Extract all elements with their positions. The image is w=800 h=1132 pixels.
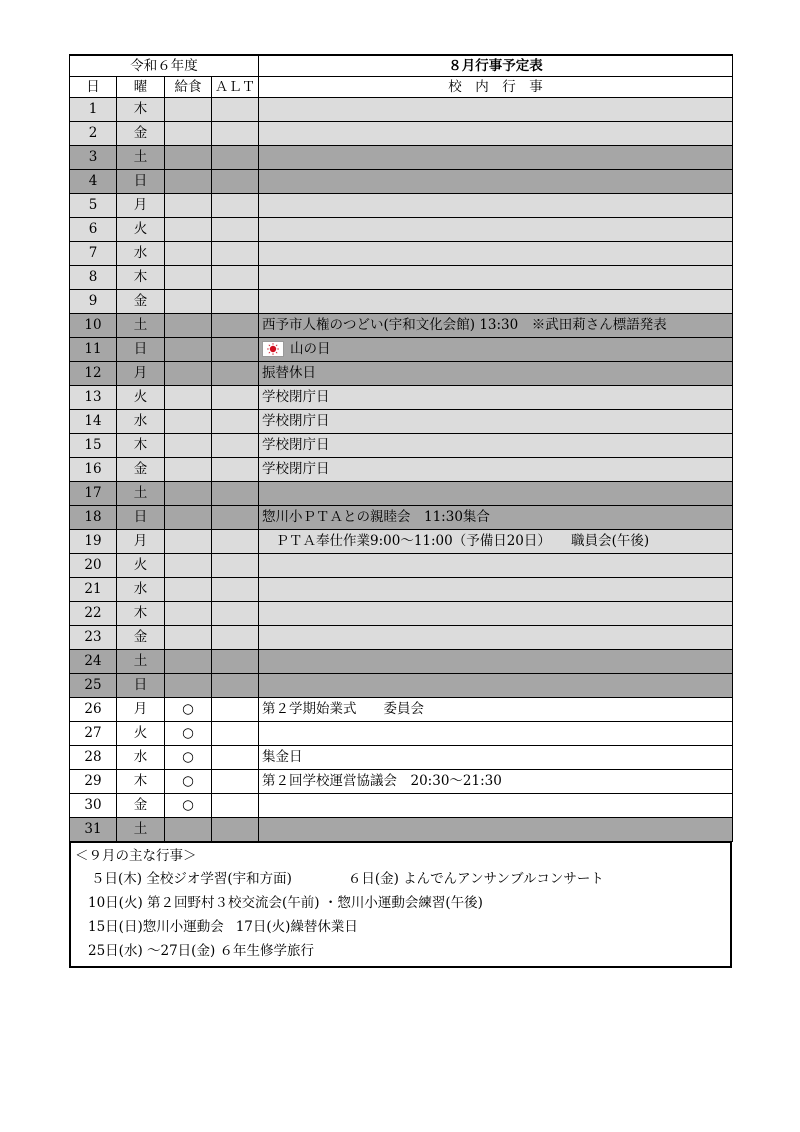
lunch-cell [165, 410, 212, 434]
lunch-cell [165, 458, 212, 482]
lunch-cell [165, 98, 212, 122]
weekday-cell [117, 794, 165, 818]
table-row [70, 530, 733, 554]
weekday-cell-text: 土 [133, 653, 148, 669]
event-cell-text: 西予市人権のつどい(宇和文化会館) 13:30 ※武田莉さん標語発表 [262, 317, 667, 333]
day-cell-text: 7 [88, 245, 98, 261]
event-cell [259, 362, 733, 386]
weekday-cell [117, 362, 165, 386]
weekday-cell [117, 602, 165, 626]
day-cell [70, 530, 117, 554]
table-row [70, 746, 733, 770]
day-cell-text: 16 [84, 461, 102, 477]
weekday-cell [117, 170, 165, 194]
day-cell-text: 1 [88, 101, 98, 117]
table-row [70, 122, 733, 146]
day-cell-text: 8 [88, 269, 98, 285]
day-cell-text: 3 [88, 149, 98, 165]
alt-cell [212, 386, 259, 410]
september-line-3 [71, 915, 730, 939]
day-cell [70, 794, 117, 818]
lunch-cell [165, 746, 212, 770]
september-item: ５日(木) 全校ジオ学習(宇和方面) [91, 871, 292, 887]
event-cell-text: 第２回学校運営協議会 20:30～21:30 [262, 773, 502, 789]
table-row [70, 554, 733, 578]
alt-cell [212, 290, 259, 314]
weekday-cell-text: 土 [133, 317, 148, 333]
lunch-cell [165, 674, 212, 698]
table-row [70, 266, 733, 290]
alt-cell [212, 530, 259, 554]
weekday-cell [117, 194, 165, 218]
table-row [70, 242, 733, 266]
weekday-cell-text: 火 [133, 725, 148, 741]
event-cell [259, 746, 733, 770]
day-cell [70, 410, 117, 434]
alt-cell [212, 146, 259, 170]
lunch-cell [165, 170, 212, 194]
alt-cell [212, 650, 259, 674]
day-cell-text: 10 [84, 317, 102, 333]
day-cell [70, 458, 117, 482]
day-cell [70, 170, 117, 194]
event-cell [259, 122, 733, 146]
day-cell-text: 5 [88, 197, 98, 213]
weekday-cell [117, 554, 165, 578]
lunch-cell [165, 770, 212, 794]
day-cell [70, 242, 117, 266]
alt-cell [212, 194, 259, 218]
lunch-cell [165, 650, 212, 674]
event-cell-text: 学校閉庁日 [262, 413, 330, 429]
day-cell-text: 6 [88, 221, 98, 237]
weekday-cell [117, 674, 165, 698]
weekday-cell [117, 458, 165, 482]
alt-cell [212, 506, 259, 530]
weekday-cell [117, 434, 165, 458]
table-row [70, 698, 733, 722]
lunch-cell-text: ○ [182, 725, 194, 741]
september-line-4: 25日(水) ～27日(金) ６年生修学旅行 [88, 943, 315, 959]
lunch-cell-text: ○ [182, 749, 194, 765]
weekday-cell [117, 722, 165, 746]
event-cell-text: 惣川小ＰＴＡとの親睦会 11:30集合 [262, 509, 490, 525]
lunch-cell [165, 218, 212, 242]
weekday-cell [117, 338, 165, 362]
event-cell [259, 722, 733, 746]
event-cell [259, 530, 733, 554]
weekday-cell [117, 746, 165, 770]
day-cell [70, 674, 117, 698]
table-row [70, 674, 733, 698]
lunch-cell [165, 506, 212, 530]
table-row [70, 338, 733, 362]
table-row [70, 722, 733, 746]
weekday-cell [117, 410, 165, 434]
alt-cell [212, 122, 259, 146]
weekday-cell [117, 314, 165, 338]
weekday-cell-text: 水 [133, 413, 148, 429]
day-cell [70, 386, 117, 410]
table-row [70, 362, 733, 386]
weekday-cell-text: 火 [133, 389, 148, 405]
weekday-cell-text: 土 [133, 821, 148, 837]
lunch-cell [165, 554, 212, 578]
day-cell [70, 314, 117, 338]
alt-cell [212, 602, 259, 626]
day-cell-text: 15 [84, 437, 102, 453]
september-item: 17日(火)繰替休業日 [235, 919, 358, 935]
table-row [70, 506, 733, 530]
weekday-cell-text: 日 [133, 677, 148, 693]
event-cell [259, 794, 733, 818]
event-cell-text: 山の日 [290, 341, 331, 357]
weekday-cell [117, 530, 165, 554]
day-cell [70, 266, 117, 290]
lunch-cell [165, 602, 212, 626]
event-cell [259, 338, 733, 362]
day-cell-text: 26 [84, 701, 102, 717]
lunch-cell-text: ○ [182, 797, 194, 813]
event-cell [259, 818, 733, 842]
day-cell-text: 31 [84, 821, 102, 837]
lunch-cell [165, 362, 212, 386]
lunch-cell-text: ○ [182, 773, 194, 789]
event-cell [259, 170, 733, 194]
day-cell-text: 20 [84, 557, 102, 573]
event-cell [259, 602, 733, 626]
weekday-cell [117, 386, 165, 410]
col-lunch-header: 給食 [165, 77, 212, 98]
col-events-header: 校 内 行 事 [259, 77, 733, 98]
event-cell-text: 学校閉庁日 [262, 461, 330, 477]
table-row [70, 170, 733, 194]
lunch-cell [165, 722, 212, 746]
day-cell-text: 9 [88, 293, 98, 309]
event-cell-text: 振替休日 [262, 365, 316, 381]
event-cell-text: ＰＴＡ奉仕作業9:00～11:00（予備日20日） 職員会(午後) [262, 533, 650, 549]
lunch-cell [165, 578, 212, 602]
weekday-cell-text: 月 [133, 365, 148, 381]
alt-cell [212, 554, 259, 578]
alt-cell [212, 458, 259, 482]
alt-cell [212, 410, 259, 434]
table-row [70, 770, 733, 794]
day-cell [70, 290, 117, 314]
event-cell [259, 698, 733, 722]
event-cell [259, 554, 733, 578]
lunch-cell [165, 314, 212, 338]
event-cell-text: 集金日 [262, 749, 303, 765]
table-row [70, 98, 733, 122]
september-item: 15日(日)惣川小運動会 [88, 919, 224, 935]
day-cell [70, 602, 117, 626]
day-cell-text: 4 [88, 173, 98, 189]
event-cell [259, 482, 733, 506]
alt-cell [212, 266, 259, 290]
lunch-cell [165, 698, 212, 722]
day-cell [70, 194, 117, 218]
lunch-cell [165, 146, 212, 170]
september-heading: ＜９月の主な行事＞ [75, 848, 197, 864]
weekday-cell [117, 242, 165, 266]
day-cell-text: 28 [84, 749, 102, 765]
weekday-cell-text: 金 [133, 797, 148, 813]
alt-cell [212, 770, 259, 794]
weekday-cell [117, 266, 165, 290]
weekday-cell-text: 火 [133, 557, 148, 573]
lunch-cell [165, 818, 212, 842]
lunch-cell [165, 338, 212, 362]
day-cell [70, 98, 117, 122]
august-schedule-table [69, 54, 733, 842]
weekday-cell-text: 金 [133, 461, 148, 477]
day-cell-text: 19 [84, 533, 102, 549]
event-cell [259, 194, 733, 218]
weekday-cell [117, 146, 165, 170]
table-row [70, 482, 733, 506]
weekday-cell-text: 金 [133, 629, 148, 645]
day-cell [70, 698, 117, 722]
alt-cell [212, 722, 259, 746]
weekday-cell-text: 月 [133, 701, 148, 717]
lunch-cell [165, 194, 212, 218]
september-line-2: 10日(火) 第２回野村３校交流会(午前) ・惣川小運動会練習(午後) [88, 895, 483, 911]
weekday-cell-text: 木 [133, 437, 148, 453]
alt-cell [212, 578, 259, 602]
day-cell [70, 506, 117, 530]
table-row [70, 290, 733, 314]
weekday-cell-text: 水 [133, 245, 148, 261]
table-row [70, 818, 733, 842]
weekday-cell-text: 日 [133, 173, 148, 189]
alt-cell [212, 674, 259, 698]
event-cell-text: 学校閉庁日 [262, 437, 330, 453]
day-cell [70, 722, 117, 746]
table-title: ８月行事予定表 [259, 55, 733, 77]
day-cell [70, 434, 117, 458]
day-cell [70, 218, 117, 242]
event-cell [259, 578, 733, 602]
weekday-cell-text: 月 [133, 533, 148, 549]
weekday-cell-text: 木 [133, 269, 148, 285]
day-cell-text: 13 [84, 389, 102, 405]
weekday-cell-text: 日 [133, 341, 148, 357]
table-row [70, 794, 733, 818]
table-row [70, 194, 733, 218]
lunch-cell [165, 386, 212, 410]
event-cell [259, 242, 733, 266]
weekday-cell [117, 218, 165, 242]
weekday-cell [117, 818, 165, 842]
day-cell-text: 23 [84, 629, 102, 645]
title-row [70, 55, 733, 77]
header-row [70, 77, 733, 98]
september-item: ６日(金) よんでんアンサンブルコンサート [347, 871, 604, 887]
table-row [70, 314, 733, 338]
weekday-cell [117, 482, 165, 506]
weekday-cell-text: 金 [133, 293, 148, 309]
weekday-cell-text: 日 [133, 509, 148, 525]
alt-cell [212, 170, 259, 194]
fiscal-year: 令和６年度 [70, 55, 259, 77]
alt-cell [212, 746, 259, 770]
col-weekday-header: 曜 [117, 77, 165, 98]
alt-cell [212, 314, 259, 338]
day-cell-text: 18 [84, 509, 102, 525]
weekday-cell [117, 98, 165, 122]
day-cell-text: 12 [84, 365, 102, 381]
alt-cell [212, 338, 259, 362]
day-cell [70, 746, 117, 770]
alt-cell [212, 434, 259, 458]
table-row [70, 434, 733, 458]
day-cell [70, 818, 117, 842]
day-cell-text: 24 [84, 653, 102, 669]
alt-cell [212, 218, 259, 242]
day-cell [70, 554, 117, 578]
weekday-cell [117, 122, 165, 146]
table-row [70, 578, 733, 602]
weekday-cell-text: 金 [133, 125, 148, 141]
event-cell [259, 98, 733, 122]
weekday-cell-text: 火 [133, 221, 148, 237]
weekday-cell [117, 506, 165, 530]
weekday-cell [117, 698, 165, 722]
day-cell-text: 22 [84, 605, 102, 621]
event-cell [259, 458, 733, 482]
event-cell [259, 770, 733, 794]
day-cell-text: 11 [84, 341, 102, 357]
lunch-cell [165, 266, 212, 290]
alt-cell [212, 98, 259, 122]
lunch-cell [165, 242, 212, 266]
day-cell [70, 482, 117, 506]
event-cell [259, 146, 733, 170]
day-cell-text: 25 [84, 677, 102, 693]
lunch-cell-text: ○ [182, 701, 194, 717]
weekday-cell-text: 木 [133, 101, 148, 117]
september-events [69, 842, 732, 968]
alt-cell [212, 794, 259, 818]
lunch-cell [165, 434, 212, 458]
day-cell [70, 578, 117, 602]
alt-cell [212, 362, 259, 386]
weekday-cell-text: 土 [133, 485, 148, 501]
day-cell-text: 30 [84, 797, 102, 813]
table-row [70, 410, 733, 434]
weekday-cell [117, 290, 165, 314]
schedule-sheet [69, 54, 732, 968]
day-cell [70, 770, 117, 794]
table-row [70, 650, 733, 674]
day-cell-text: 27 [84, 725, 102, 741]
lunch-cell [165, 122, 212, 146]
col-alt-header: ＡＬＴ [212, 77, 259, 98]
alt-cell [212, 818, 259, 842]
day-cell [70, 338, 117, 362]
event-cell-text: 学校閉庁日 [262, 389, 330, 405]
weekday-cell [117, 770, 165, 794]
weekday-cell-text: 月 [133, 197, 148, 213]
weekday-cell-text: 水 [133, 581, 148, 597]
day-cell [70, 146, 117, 170]
table-row [70, 458, 733, 482]
weekday-cell [117, 626, 165, 650]
alt-cell [212, 698, 259, 722]
day-cell [70, 626, 117, 650]
september-line-1 [71, 867, 730, 891]
event-cell [259, 650, 733, 674]
weekday-cell [117, 578, 165, 602]
event-cell-text: 第２学期始業式 委員会 [262, 701, 424, 717]
lunch-cell [165, 290, 212, 314]
event-cell [259, 626, 733, 650]
lunch-cell [165, 626, 212, 650]
alt-cell [212, 482, 259, 506]
event-cell [259, 434, 733, 458]
event-cell [259, 218, 733, 242]
col-day-header: 日 [70, 77, 117, 98]
day-cell [70, 650, 117, 674]
lunch-cell [165, 482, 212, 506]
day-cell-text: 14 [84, 413, 102, 429]
day-cell-text: 21 [84, 581, 102, 597]
alt-cell [212, 242, 259, 266]
day-cell-text: 17 [84, 485, 102, 501]
table-row [70, 218, 733, 242]
weekday-cell-text: 木 [133, 605, 148, 621]
table-row [70, 386, 733, 410]
table-row [70, 602, 733, 626]
day-cell-text: 2 [88, 125, 98, 141]
event-cell [259, 386, 733, 410]
table-row [70, 626, 733, 650]
lunch-cell [165, 794, 212, 818]
event-cell [259, 314, 733, 338]
event-cell [259, 506, 733, 530]
table-row [70, 146, 733, 170]
day-cell [70, 362, 117, 386]
weekday-cell [117, 650, 165, 674]
event-cell [259, 266, 733, 290]
day-cell-text: 29 [84, 773, 102, 789]
event-cell [259, 410, 733, 434]
weekday-cell-text: 木 [133, 773, 148, 789]
lunch-cell [165, 530, 212, 554]
japanese-flag-icon [262, 341, 284, 357]
weekday-cell-text: 土 [133, 149, 148, 165]
weekday-cell-text: 水 [133, 749, 148, 765]
event-cell [259, 290, 733, 314]
event-cell [259, 674, 733, 698]
alt-cell [212, 626, 259, 650]
day-cell [70, 122, 117, 146]
